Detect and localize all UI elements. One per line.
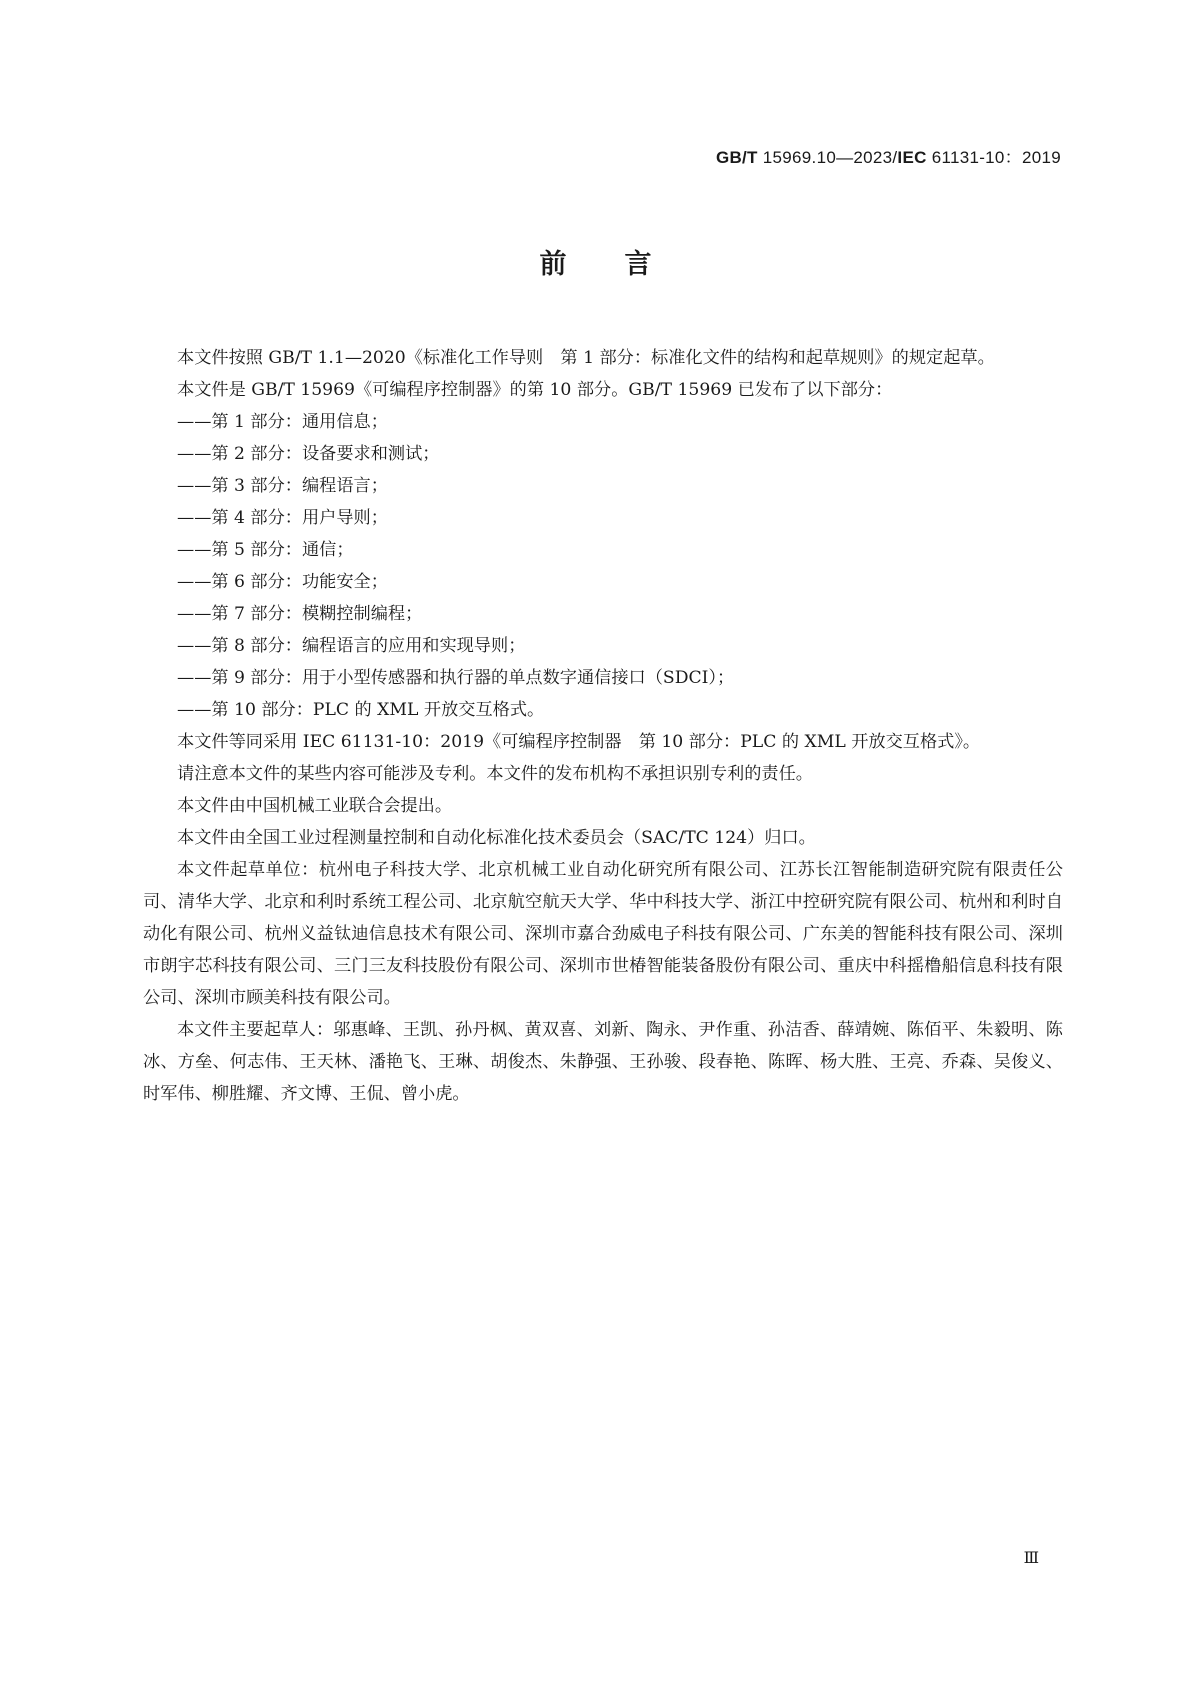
paragraph-patent-notice: 请注意本文件的某些内容可能涉及专利。本文件的发布机构不承担识别专利的责任。 [177, 764, 813, 784]
list-item: ——第 4 部分：用户导则； [177, 508, 388, 528]
list-item: ——第 3 部分：编程语言； [177, 476, 388, 496]
paragraph-series-intro: 本文件是 GB/T 15969《可编程序控制器》的第 10 部分。GB/T 15969 已发布了以下部分： [177, 380, 893, 400]
list-item: ——第 7 部分：模糊控制编程； [177, 604, 423, 624]
list-item: ——第 8 部分：编程语言的应用和实现导则； [177, 636, 526, 656]
code-prefix: GB/T [715, 148, 758, 167]
paragraph-drafters: 本文件主要起草人：邬惠峰、王凯、孙丹枫、黄双喜、刘新、陶永、尹作重、孙洁香、薛靖婉、陈佰平、朱毅明、陈冰、方垒、何志伟、王天林、潘艳飞、王琳、胡俊杰、朱静强、王孙骏、段春艳、陈晖、杨大胜、王亮、乔森、吴俊义、时军伟、柳胜耀、齐文博、王侃、曾小虎。 [143, 1020, 1063, 1104]
preface-body [143, 342, 1063, 1110]
list-item: ——第 2 部分：设备要求和测试； [177, 444, 440, 464]
list-item: ——第 9 部分：用于小型传感器和执行器的单点数字通信接口（SDCI）； [177, 668, 735, 688]
page-title: 前言 [539, 249, 710, 280]
paragraph-drafting-units: 本文件起草单位：杭州电子科技大学、北京机械工业自动化研究所有限公司、江苏长江智能制造研究院有限责任公司、清华大学、北京和利时系统工程公司、北京航空航天大学、华中科技大学、浙江中控研究院有限公司、杭州和利时自动化有限公司、杭州义益钛迪信息技术有限公司、深圳市嘉合劲威电子科技有限公司、广东美的智能科技有限公司、深圳市朗宇芯科技有限公司、三门三友科技股份有限公司、深圳市世椿智能装备股份有限公司、重庆中科摇橹船信息科技有限公司、深圳市顾美科技有限公司。 [143, 860, 1063, 1008]
list-item: ——第 10 部分：PLC 的 XML 开放交互格式。 [177, 700, 545, 720]
paragraph-iec-adoption: 本文件等同采用 IEC 61131-10：2019《可编程序控制器 第 10 部分：PLC 的 XML 开放交互格式》。 [177, 732, 981, 752]
list-item: ——第 1 部分：通用信息； [177, 412, 388, 432]
page-number: Ⅲ [1023, 1548, 1039, 1567]
document-code [716, 143, 1061, 168]
list-item: ——第 5 部分：通信； [177, 540, 354, 560]
list-item: ——第 6 部分：功能安全； [177, 572, 388, 592]
paragraph-committee: 本文件由全国工业过程测量控制和自动化标准化技术委员会（SAC/TC 124）归口。 [177, 828, 816, 848]
code-iec-number: 61131-10：2019 [926, 148, 1061, 167]
code-number: 15969.10—2023/ [757, 148, 898, 167]
paragraph-proposer: 本文件由中国机械工业联合会提出。 [177, 796, 453, 816]
code-iec-prefix: IEC [897, 148, 927, 167]
paragraph-drafting-rules: 本文件按照 GB/T 1.1—2020《标准化工作导则 第 1 部分：标准化文件的结构和起草规则》的规定起草。 [177, 348, 995, 368]
